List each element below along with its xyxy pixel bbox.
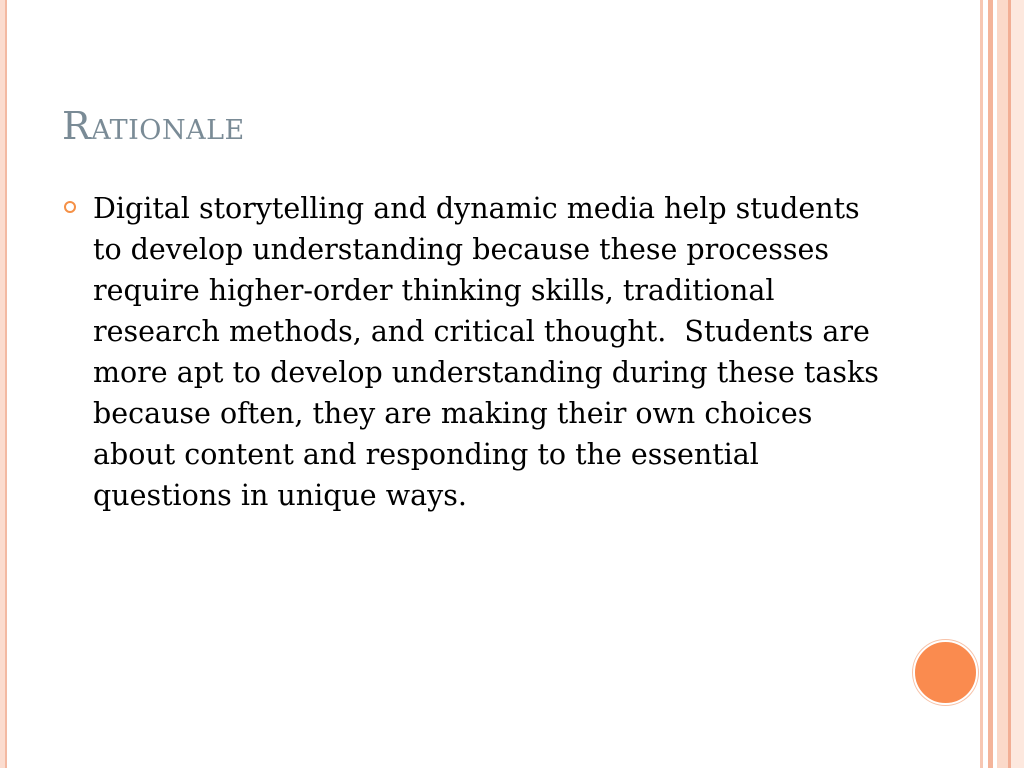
decorative-circle xyxy=(913,640,978,705)
decorative-stripe xyxy=(1011,0,1024,768)
bullet-item xyxy=(62,188,888,516)
decorative-stripe xyxy=(997,0,1008,768)
bullet-circle-icon xyxy=(64,201,76,213)
bullet-list xyxy=(62,188,888,516)
bullet-text: Digital storytelling and dynamic media help students to develop understanding because these processes require higher-order thinking skills, traditional research methods, and critical thought. Students are more apt to develop understanding during these tasks because often, they are making their own choices about content and responding to the essential questions in unique ways. xyxy=(93,192,888,512)
left-border-strip xyxy=(0,0,7,768)
slide-title: Rationale xyxy=(62,104,245,148)
